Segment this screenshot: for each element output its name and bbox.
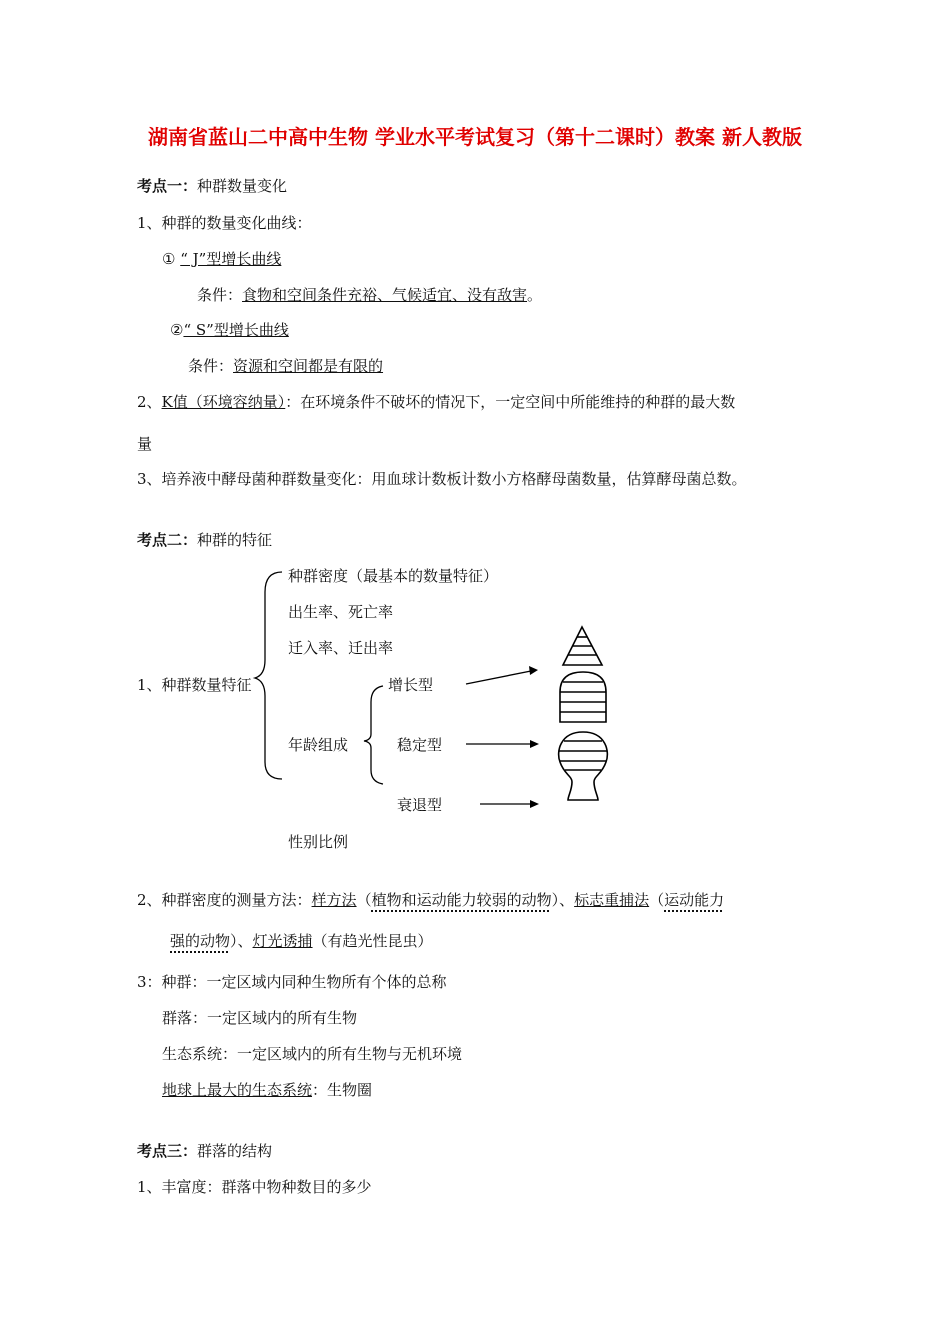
s-condition-text: 资源和空间都是有限的	[233, 357, 384, 375]
s3-item1: 1、丰富度：群落中物种数目的多少	[137, 1178, 372, 1196]
method-mark-recapture: 标志重捕法	[574, 891, 650, 909]
declining-pyramid-icon	[559, 732, 608, 800]
arrowhead-decline	[530, 800, 539, 808]
section1-label: 考点一：	[137, 177, 198, 195]
mark-recapture-target-a: 运动能力	[664, 891, 725, 909]
j-curve-title: “ J”型增长曲线	[180, 250, 282, 268]
biggest-ecosystem-label: 地球上最大的生态系统	[162, 1081, 313, 1099]
arrowhead-stable	[530, 740, 539, 748]
s1-item3: 3、培养液中酵母菌种群数量变化：用血球计数板计数小方格酵母菌数量，估算酵母菌总数。	[137, 470, 747, 488]
k-value-definition: ：在环境条件不破坏的情况下，一定空间中所能维持的种群的最大数	[285, 393, 736, 411]
feature-migration-rate: 迁入率、迁出率	[288, 639, 394, 657]
stable-pyramid-icon	[560, 672, 606, 722]
arrow-growth	[466, 670, 536, 684]
age-type-growth: 增长型	[388, 676, 434, 694]
density-methods-line2	[170, 931, 433, 951]
s1-item2-continued: 量	[137, 435, 153, 453]
method-quadrat: 样方法	[311, 891, 357, 909]
quadrat-target: 植物和运动能力较弱的动物	[371, 891, 552, 909]
def-ecosystem: 生态系统：一定区域内的所有生物与无机环境	[162, 1045, 463, 1063]
arrowhead-growth	[529, 666, 538, 675]
feature-age-structure: 年龄组成	[288, 736, 349, 754]
biggest-ecosystem-value: ：生物圈	[312, 1081, 373, 1099]
features-root-label: 1、种群数量特征	[137, 676, 252, 694]
method-light-trap: 灯光诱捕	[252, 932, 313, 950]
section2-label: 考点二：	[137, 531, 198, 549]
density-methods-prefix: 2、种群密度的测量方法：	[137, 891, 312, 909]
paren-open: （	[649, 891, 665, 909]
feature-sex-ratio: 性别比例	[288, 833, 349, 851]
biggest-ecosystem-line	[162, 1080, 372, 1100]
def-community: 群落：一定区域内的所有生物	[162, 1009, 358, 1027]
j-condition-end: 。	[527, 286, 543, 304]
s-curve-title: “ S”型增长曲线	[183, 321, 289, 339]
paren-open: （	[356, 891, 372, 909]
def-population: 3：种群：一定区域内同种生物所有个体的总称	[137, 973, 447, 991]
k-value-term: K值（环境容纳量）	[161, 393, 286, 411]
inner-brace	[364, 686, 383, 784]
mark-recapture-target-b: 强的动物	[170, 932, 231, 950]
section1-topic: 种群数量变化	[197, 177, 288, 195]
s1-item1: 1、种群的数量变化曲线：	[137, 214, 312, 232]
j-curve-number: ①	[162, 250, 176, 268]
density-methods-line	[137, 890, 724, 910]
j-condition-label: 条件：	[197, 286, 243, 304]
age-type-decline: 衰退型	[397, 796, 443, 814]
document-title: 湖南省蓝山二中高中生物 学业水平考试复习（第十二课时）教案 新人教版	[148, 125, 802, 149]
section3-label: 考点三：	[137, 1142, 198, 1160]
s-curve-number: ②	[170, 321, 184, 339]
paren-close: ）、	[230, 932, 253, 950]
feature-birth-death-rate: 出生率、死亡率	[288, 603, 394, 621]
growth-pyramid-icon	[563, 627, 602, 665]
j-condition-text: 食物和空间条件充裕、气候适宜、没有敌害	[242, 286, 528, 304]
section2-topic: 种群的特征	[197, 531, 273, 549]
feature-density: 种群密度（最基本的数量特征）	[288, 567, 499, 585]
s1-item2-number: 2、	[137, 393, 162, 411]
section3-heading	[137, 1141, 272, 1161]
section3-topic: 群落的结构	[197, 1142, 273, 1160]
light-trap-target: （有趋光性昆虫）	[312, 932, 433, 950]
age-type-stable: 稳定型	[397, 736, 443, 754]
paren-close: ）、	[551, 891, 575, 909]
outer-brace	[255, 572, 282, 779]
s-condition-label: 条件：	[188, 357, 234, 375]
